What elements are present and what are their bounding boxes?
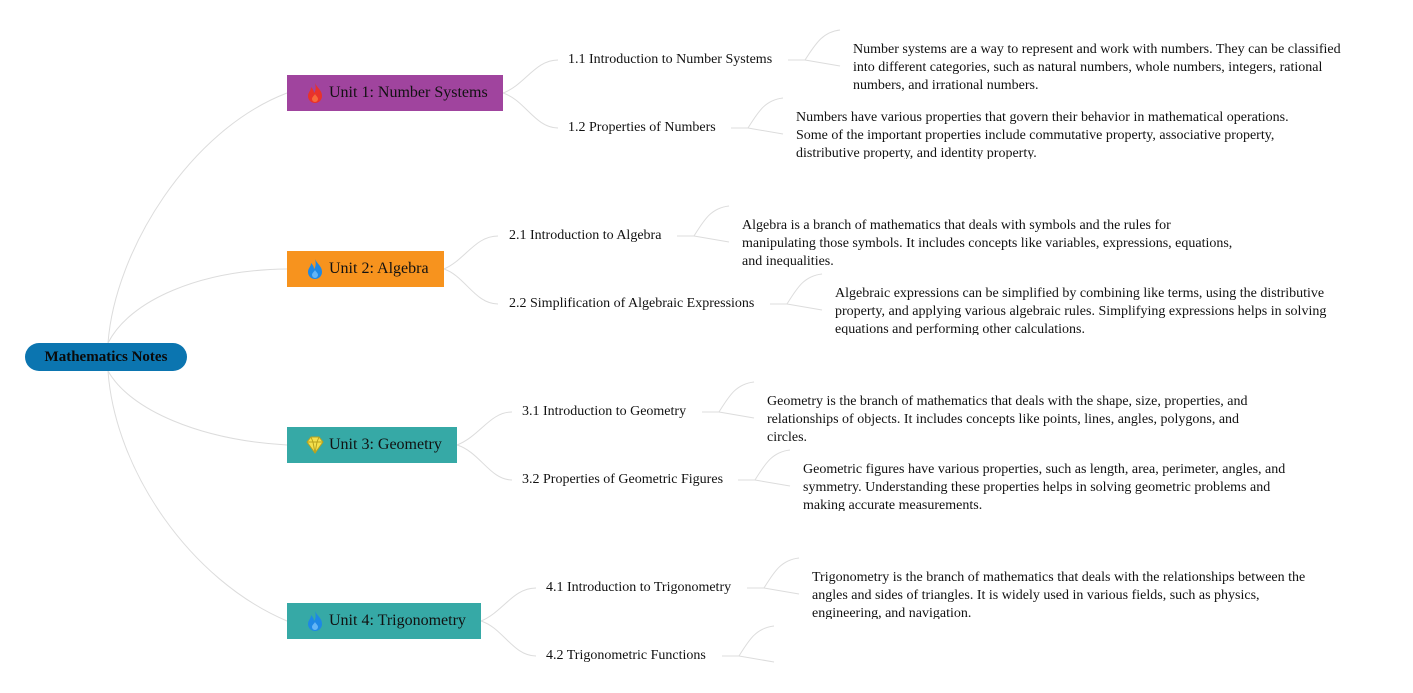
unit-label: Unit 3: Geometry bbox=[329, 436, 442, 453]
unit-node-number-systems[interactable] bbox=[287, 75, 503, 111]
topic-3-2[interactable]: 3.2 Properties of Geometric Figures bbox=[522, 472, 724, 487]
topic-3-1-description: Geometry is the branch of mathematics that deals with the shape, size, properties, and relationships of objects. It includes concepts like points, lines, angles, polygons, and circles. bbox=[767, 394, 1248, 443]
topic-4-1-description: Trigonometry is the branch of mathematics that deals with the relationships between the angles and sides of triangles. It is widely used in various fields, such as physics, engineering, and navigation. bbox=[812, 570, 1306, 619]
topic-2-1[interactable]: 2.1 Introduction to Algebra bbox=[509, 228, 662, 243]
fire-red-icon bbox=[305, 82, 325, 104]
topic-4-2[interactable]: 4.2 Trigonometric Functions bbox=[546, 648, 706, 663]
unit-node-algebra[interactable] bbox=[287, 251, 444, 287]
topic-1-1[interactable]: 1.1 Introduction to Number Systems bbox=[568, 52, 773, 67]
fire-blue-icon bbox=[305, 258, 325, 280]
fire-blue-icon bbox=[305, 610, 325, 632]
topic-3-2-description: Geometric figures have various properties, such as length, area, perimeter, angles, and symmetry. Understanding these properties helps in solving geometric problems and making accurate measurements. bbox=[803, 462, 1286, 511]
root-label: Mathematics Notes bbox=[44, 349, 168, 365]
unit-label: Unit 1: Number Systems bbox=[329, 84, 488, 101]
topic-1-2-description: Numbers have various properties that govern their behavior in mathematical operations. Some of the important properties include commutative property, associative property, distributive property, and identity property. bbox=[796, 110, 1289, 159]
topic-2-2-description: Algebraic expressions can be simplified by combining like terms, using the distributive property, and applying various algebraic rules. Simplifying expressions helps in solving equations and performing other calculations. bbox=[835, 286, 1327, 335]
topic-2-1-description: Algebra is a branch of mathematics that deals with symbols and the rules for manipulating those symbols. It includes concepts like variables, expressions, equations, and inequalities. bbox=[742, 218, 1233, 267]
topic-1-2[interactable]: 1.2 Properties of Numbers bbox=[568, 120, 716, 135]
unit-node-geometry[interactable] bbox=[287, 427, 457, 463]
unit-node-trigonometry[interactable] bbox=[287, 603, 481, 639]
topic-4-1[interactable]: 4.1 Introduction to Trigonometry bbox=[546, 580, 732, 595]
topic-2-2[interactable]: 2.2 Simplification of Algebraic Expressions bbox=[509, 296, 755, 311]
root-node[interactable] bbox=[25, 343, 187, 371]
topic-3-1[interactable]: 3.1 Introduction to Geometry bbox=[522, 404, 687, 419]
topic-1-1-description: Number systems are a way to represent and work with numbers. They can be classified into different categories, such as natural numbers, whole numbers, integers, rational numbers, and irrational numbers. bbox=[853, 42, 1341, 91]
diamond-icon bbox=[305, 434, 325, 456]
unit-label: Unit 4: Trigonometry bbox=[329, 612, 466, 629]
unit-label: Unit 2: Algebra bbox=[329, 260, 429, 277]
